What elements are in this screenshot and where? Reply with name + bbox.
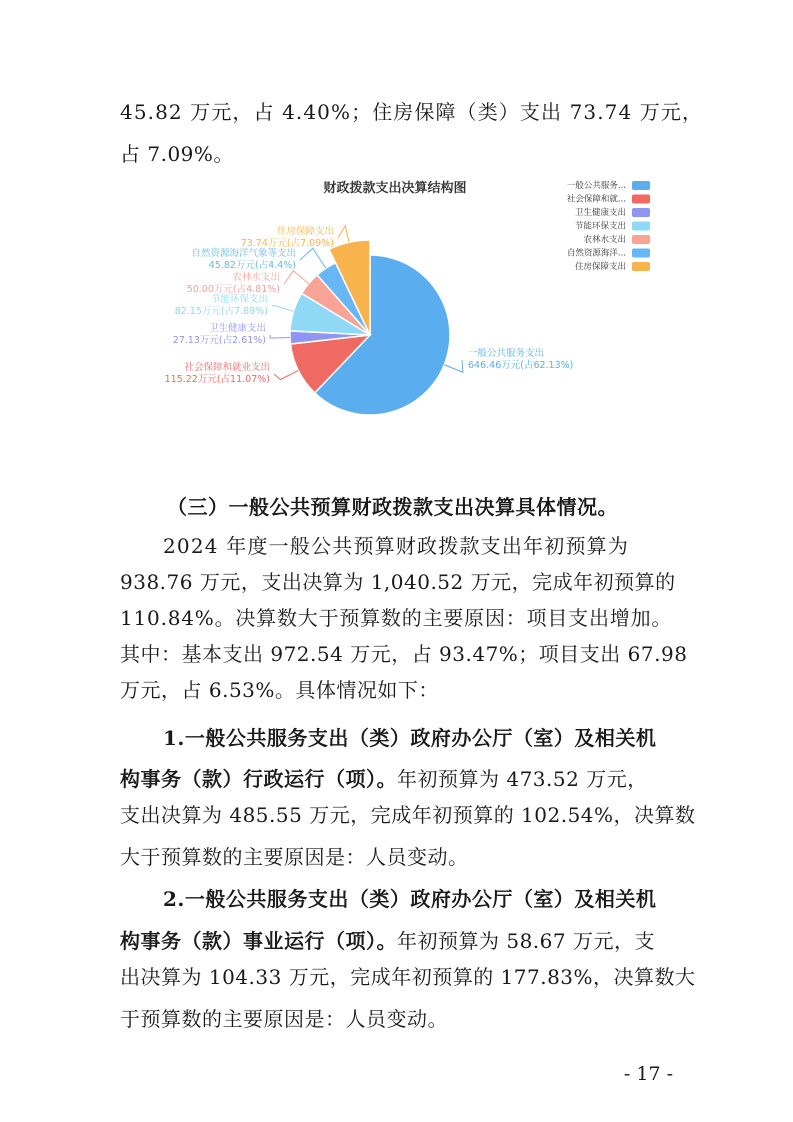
- text-line: 大于预算数的主要原因是：人员变动。: [120, 845, 469, 869]
- callout-line: [270, 335, 290, 338]
- text-line: 45.82 万元，占 4.40%；住房保障（类）支出 73.74 万元，: [120, 100, 704, 124]
- callout-line: [272, 306, 294, 312]
- legend-swatch: [632, 181, 650, 190]
- callout-line: [444, 360, 463, 372]
- text-line: 万元，占 6.53%。具体情况如下：: [120, 678, 439, 702]
- legend-label: 卫生健康支出: [574, 208, 626, 218]
- slice-label: 节能环保支出: [210, 294, 268, 305]
- slice-label: 自然资源海洋气象等支出: [191, 248, 296, 259]
- item-heading-tail: 构事务（款）事业运行（项）。: [120, 929, 397, 953]
- slice-value-label: 646.46万元(占62.13%): [468, 360, 574, 371]
- slice-label: 一般公共服务支出: [468, 348, 545, 359]
- item-heading: 2.一般公共服务支出（类）政府办公厅（室）及相关机: [163, 887, 657, 911]
- pie-slices: [290, 240, 450, 415]
- item-text: 年初预算为 473.52 万元，: [397, 767, 648, 791]
- item-heading: 1.一般公共服务支出（类）政府办公厅（室）及相关机: [163, 726, 657, 750]
- callout-line: [284, 271, 309, 284]
- text-line: [120, 764, 648, 794]
- slice-value-label: 73.74万元(占7.09%): [240, 238, 334, 249]
- text-line: 出决算为 104.33 万元，完成年初预算的 177.83%，决算数大: [120, 965, 696, 989]
- legend-label: 节能环保支出: [574, 221, 626, 232]
- callout-line: [274, 371, 298, 380]
- slice-label: 住房保障支出: [276, 226, 334, 237]
- chart-legend: [567, 180, 650, 272]
- item-text: 年初预算为 58.67 万元，支: [397, 929, 655, 953]
- text-line: 占 7.09%。: [120, 142, 234, 166]
- legend-label: 住房保障支出: [574, 262, 626, 272]
- text-line: 支出决算为 485.55 万元，完成年初预算的 102.54%，决算数: [120, 803, 696, 827]
- legend-label: 自然资源海洋...: [566, 248, 626, 259]
- text-line: 110.84%。决算数大于预算数的主要原因：项目支出增加。: [120, 606, 673, 630]
- legend-swatch: [632, 249, 650, 258]
- callout-line: [338, 226, 349, 243]
- text-line: 其中：基本支出 972.54 万元，占 93.47%；项目支出 67.98: [120, 642, 688, 666]
- legend-swatch: [632, 208, 650, 217]
- page-number: - 17 -: [623, 1063, 673, 1085]
- callout-line: [300, 248, 326, 268]
- legend-swatch: [632, 195, 650, 204]
- slice-label: 农林水支出: [232, 272, 280, 283]
- text-line: 938.76 万元，支出决算为 1,040.52 万元，完成年初预算的: [120, 570, 676, 594]
- legend-swatch: [632, 262, 650, 271]
- slice-value-label: 45.82万元(占4.4%): [208, 260, 296, 271]
- text-line: 于预算数的主要原因是：人员变动。: [120, 1007, 448, 1031]
- slice-label: 社会保障和就业支出: [184, 362, 270, 373]
- pie-chart: [150, 170, 670, 460]
- slice-value-label: 27.13万元(占2.61%): [172, 335, 266, 346]
- legend-swatch: [632, 222, 650, 231]
- text-line: [120, 926, 655, 956]
- chart-title: 财政拨款支出决算结构图: [323, 181, 467, 196]
- legend-label: 一般公共服务...: [566, 181, 626, 191]
- section-heading: （三）一般公共预算财政拨款支出决算具体情况。: [167, 495, 618, 519]
- text-line: 2024 年度一般公共预算财政拨款支出年初预算为: [163, 534, 630, 558]
- slice-value-label: 82.15万元(占7.89%): [174, 306, 268, 317]
- slice-value-label: 115.22万元(占11.07%): [164, 374, 270, 385]
- item-heading-tail: 构事务（款）行政运行（项）。: [120, 767, 397, 791]
- slice-value-label: 50.00万元(占4.81%): [186, 284, 280, 295]
- legend-label: 农林水支出: [583, 235, 626, 245]
- legend-swatch: [632, 235, 650, 244]
- legend-label: 社会保障和就...: [566, 194, 626, 205]
- slice-label: 卫生健康支出: [208, 323, 266, 334]
